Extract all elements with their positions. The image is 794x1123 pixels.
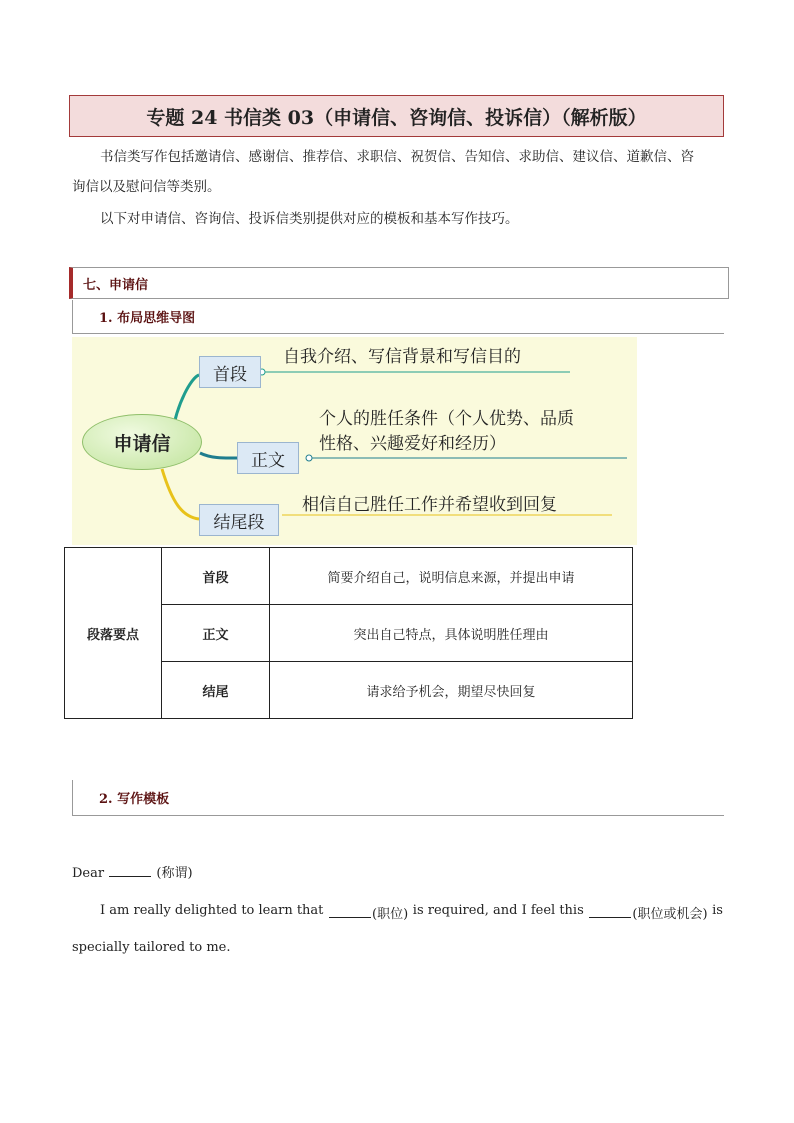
table-cell-desc: 突出自己特点，具体说明胜任理由 [270, 605, 633, 662]
letter-body-part-b: is required, and I feel this [412, 903, 584, 918]
paragraph-points-table [64, 547, 633, 719]
letter-body-line-2: specially tailored to me. [72, 940, 231, 955]
subsection-heading-template: 2. 写作模板 [72, 780, 724, 816]
position-or-chance-blank [589, 916, 631, 918]
mind-map-node-closing: 结尾段 [199, 504, 279, 536]
mind-map-text-body-line-1: 个人的胜任条件（个人优势、品质 [319, 409, 574, 429]
table-cell-desc: 简要介绍自己，说明信息来源，并提出申请 [270, 548, 633, 605]
intro-paragraph-1-line-1: 书信类写作包括邀请信、感谢信、推荐信、求职信、祝贺信、告知信、求助信、建议信、道歉信、咨 [100, 149, 694, 165]
mind-map-node-body: 正文 [237, 442, 299, 474]
mind-map-text-closing: 相信自己胜任工作并希望收到回复 [302, 495, 557, 515]
mind-map-text-body-line-2: 性格、兴趣爱好和经历） [319, 434, 506, 454]
salutation-blank [109, 875, 151, 877]
letter-body-line-1 [100, 903, 723, 922]
salutation-prefix: Dear [72, 866, 105, 881]
mind-map-node-first-paragraph: 首段 [199, 356, 261, 388]
note-position-or-chance: (职位或机会) [632, 907, 708, 922]
table-cell-part: 结尾 [162, 662, 270, 719]
salutation-note: (称谓) [156, 866, 193, 881]
position-blank [329, 916, 371, 918]
mind-map-text-first-paragraph: 自我介绍、写信背景和写信目的 [283, 347, 521, 367]
table-cell-part: 正文 [162, 605, 270, 662]
mind-map-center-node: 申请信 [82, 414, 202, 470]
letter-salutation [72, 862, 193, 881]
intro-paragraph-1-line-2: 询信以及慰问信等类别。 [72, 179, 221, 195]
table-group-label: 段落要点 [65, 548, 162, 719]
mind-map [72, 337, 637, 545]
page-title: 专题 24 书信类 03（申请信、咨询信、投诉信）（解析版） [69, 95, 724, 137]
joint-body [306, 455, 312, 461]
subsection-heading-mindmap: 1. 布局思维导图 [72, 300, 724, 334]
table-row [65, 548, 633, 605]
letter-body-part-a: I am really delighted to learn that [100, 903, 324, 918]
note-position: (职位) [372, 907, 409, 922]
table-cell-desc: 请求给予机会，期望尽快回复 [270, 662, 633, 719]
connector-closing [162, 469, 199, 519]
letter-body-part-c: is [712, 903, 723, 918]
table-cell-part: 首段 [162, 548, 270, 605]
section-heading: 七、申请信 [69, 267, 729, 299]
intro-paragraph-2: 以下对申请信、咨询信、投诉信类别提供对应的模板和基本写作技巧。 [100, 211, 519, 227]
connector-body [200, 453, 237, 458]
